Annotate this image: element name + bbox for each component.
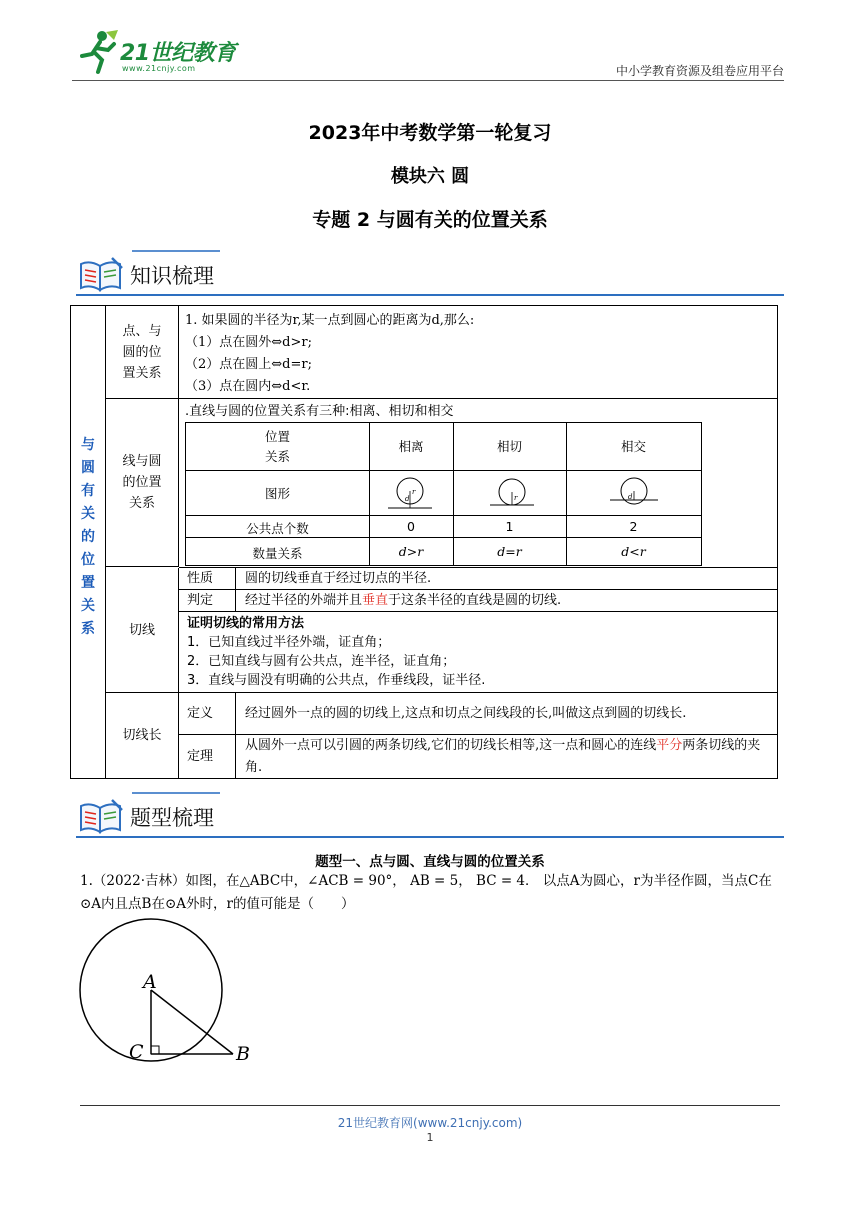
theorem-highlight: 平分	[656, 738, 683, 753]
section-top-rule	[132, 792, 220, 794]
runner-logo-icon	[72, 26, 122, 76]
judgement-label: 判定	[187, 593, 214, 608]
row-label-text: 点、与圆的位置关系	[122, 323, 162, 381]
right-angle-mark	[151, 1046, 159, 1054]
tangent-figure-icon	[488, 474, 538, 512]
judgement-pre: 经过半径的外端并且	[245, 593, 363, 608]
page-number: 1	[426, 1131, 434, 1144]
label-a: A	[143, 971, 157, 993]
row-label-tangent	[106, 568, 179, 693]
vertical-label-column	[71, 306, 106, 778]
property-label: 性质	[187, 571, 214, 586]
row-label-text: 切线长	[122, 728, 162, 743]
vertical-label: 与圆有关的位置关系	[81, 437, 95, 637]
platform-name: 中小学教育资源及组卷应用平台	[615, 64, 784, 78]
footer-source: 21世纪教育网(www.21cnjy.com)	[337, 1116, 523, 1130]
point-line-1: 1. 如果圆的半径为r,某一点到圆心的距离为d,那么:	[185, 313, 475, 328]
theorem-post: 两条切线的夹角.	[245, 738, 761, 775]
theorem-label: 定理	[187, 749, 214, 764]
header-intersect: 相交	[620, 439, 646, 454]
relation-intersect: d<r	[621, 544, 646, 559]
disjoint-figure-icon	[386, 474, 436, 512]
section-rule	[76, 294, 784, 296]
module-title: 模块六 圆	[390, 166, 470, 187]
row-figure-label: 图形	[264, 486, 290, 501]
section-title: 知识梳理	[130, 264, 214, 288]
question-type-heading: 题型一、点与圆、直线与圆的位置关系	[315, 854, 545, 870]
row-count-label: 公共点个数	[246, 521, 309, 536]
book-icon	[78, 798, 124, 836]
judgement-text	[245, 590, 561, 612]
definition-text: 经过圆外一点的圆的切线上,这点和切点之间线段的长,叫做这点到圆的切线长.	[245, 706, 687, 721]
row-relation-label: 数量关系	[252, 546, 303, 561]
logo	[72, 26, 242, 78]
header-tangent: 相切	[496, 439, 522, 454]
intersect-figure-icon	[608, 474, 660, 512]
row-label-point-circle	[106, 306, 179, 399]
row-divider	[186, 470, 701, 471]
proof-method-1: 1．已知直线过半径外端，证直角；	[187, 635, 391, 650]
col-divider	[235, 568, 236, 612]
main-title: 2023年中考数学第一轮复习	[308, 122, 552, 144]
section-types	[76, 792, 784, 840]
section-rule	[76, 836, 784, 838]
logo-text: 21世纪教育	[120, 41, 236, 66]
col-divider	[235, 693, 236, 778]
section-knowledge	[76, 250, 784, 298]
property-text: 圆的切线垂直于经过切点的半径.	[245, 571, 432, 586]
book-icon	[78, 256, 124, 294]
proof-methods	[187, 614, 485, 690]
knowledge-table	[70, 305, 778, 779]
page-header	[72, 26, 784, 82]
point-line-4: （3）点在圆内⇔d<r.	[185, 379, 311, 394]
row-label-tangent-length	[106, 693, 179, 778]
topic-title: 专题 2 与圆有关的位置关系	[312, 209, 548, 231]
question-1-text: 1.（2022·吉林）如图，在△ABC中，∠ACB = 90°， AB = 5， BC = 4． 以点A为圆心，r为半径作圆，当点C在⊙A内且点B在⊙A外时，r的值可能是（ ）	[80, 873, 772, 912]
svg-text:r: r	[412, 488, 416, 496]
proof-method-3: 3．直线与圆没有明确的公共点，作垂线段，证半径.	[187, 673, 486, 688]
row-divider	[186, 537, 701, 538]
header-disjoint: 相离	[398, 439, 424, 454]
line-circle-inner-table	[185, 422, 702, 566]
section-top-rule	[132, 250, 220, 252]
footer-divider	[80, 1105, 780, 1106]
row-label-line-circle	[106, 399, 179, 567]
section-title: 题型梳理	[130, 806, 214, 830]
row-divider	[179, 398, 777, 399]
relation-tangent: d=r	[497, 544, 522, 559]
count-disjoint: 0	[407, 519, 415, 534]
count-intersect: 2	[629, 519, 638, 534]
question-figure	[78, 918, 268, 1068]
theorem-text	[245, 735, 775, 779]
svg-text:d: d	[628, 493, 633, 501]
relation-disjoint: d>r	[398, 544, 424, 559]
header-position-relation: 位置 关系	[264, 429, 290, 464]
judgement-post: 于这条半径的直线是圆的切线.	[388, 593, 562, 608]
judgement-highlight: 垂直	[362, 593, 389, 608]
svg-text:d: d	[405, 495, 410, 503]
proof-methods-title: 证明切线的常用方法	[187, 616, 305, 631]
line-circle-intro: .直线与圆的位置关系有三种:相离、相切和相交	[185, 404, 454, 419]
row-divider	[179, 692, 777, 693]
row-label-text: 切线	[128, 622, 155, 638]
proof-method-2: 2．已知直线与圆有公共点，连半径，证直角；	[187, 654, 456, 669]
label-b: B	[236, 1043, 250, 1065]
point-circle-content	[185, 310, 775, 398]
theorem-pre: 从圆外一点可以引圆的两条切线,它们的切线长相等,这一点和圆心的连线	[245, 738, 657, 753]
definition-label: 定义	[187, 706, 214, 721]
row-divider	[186, 515, 701, 516]
header-divider	[72, 80, 784, 81]
logo-url: www.21cnjy.com	[122, 64, 196, 73]
count-tangent: 1	[505, 519, 514, 534]
point-line-2: （1）点在圆外⇔d>r;	[185, 335, 312, 350]
point-line-3: （2）点在圆上⇔d=r;	[185, 357, 312, 372]
svg-text:r: r	[514, 494, 518, 502]
label-c: C	[129, 1041, 144, 1063]
row-label-text: 线与圆的位置关系	[122, 454, 162, 511]
